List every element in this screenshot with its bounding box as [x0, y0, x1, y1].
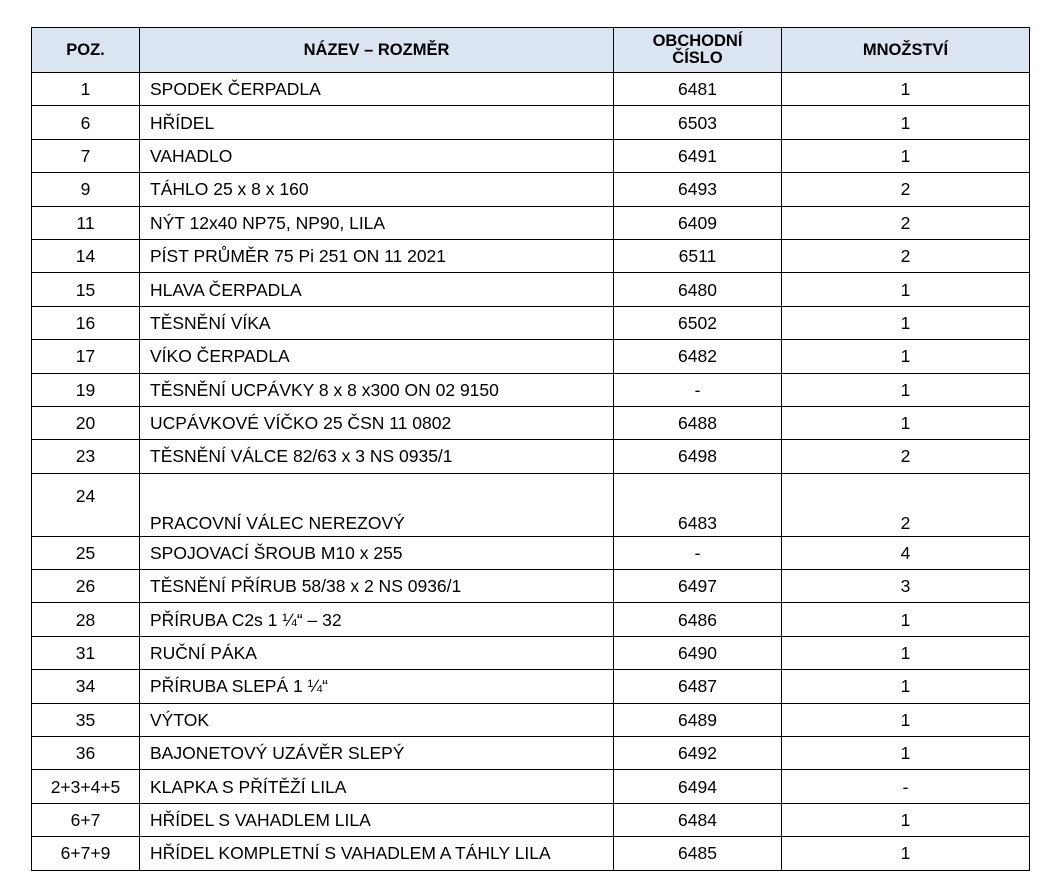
cell-name-size: VÝTOK [140, 703, 614, 736]
header-quantity: MNOŽSTVÍ [782, 28, 1030, 73]
cell-name-size: HŘÍDEL KOMPLETNÍ S VAHADLEM A TÁHLY LILA [140, 837, 614, 870]
cell-name-size: PRACOVNÍ VÁLEC NEREZOVÝ [140, 473, 614, 536]
table-row [32, 703, 1030, 736]
header-row [32, 28, 1030, 73]
cell-trade-number: 6493 [614, 173, 782, 206]
table-row [32, 603, 1030, 636]
cell-trade-number: 6503 [614, 106, 782, 139]
cell-trade-number: 6491 [614, 139, 782, 172]
cell-quantity: 2 [782, 239, 1030, 272]
cell-name-size: VAHADLO [140, 139, 614, 172]
cell-position: 7 [32, 139, 140, 172]
cell-trade-number: 6492 [614, 737, 782, 770]
cell-name-size: SPOJOVACÍ ŠROUB M10 x 255 [140, 536, 614, 569]
cell-quantity: 2 [782, 440, 1030, 473]
cell-trade-number: 6487 [614, 670, 782, 703]
cell-trade-number: 6486 [614, 603, 782, 636]
cell-trade-number: 6482 [614, 340, 782, 373]
cell-name-size: TĚSNĚNÍ UCPÁVKY 8 x 8 x300 ON 02 9150 [140, 373, 614, 406]
table-row [32, 173, 1030, 206]
table-row [32, 440, 1030, 473]
header-position: POZ. [32, 28, 140, 73]
table-header [32, 28, 1030, 73]
cell-position: 17 [32, 340, 140, 373]
cell-position: 6+7+9 [32, 837, 140, 870]
cell-trade-number: 6497 [614, 570, 782, 603]
cell-name-size: RUČNÍ PÁKA [140, 636, 614, 669]
table-row [32, 373, 1030, 406]
cell-quantity: 1 [782, 306, 1030, 339]
cell-trade-number: 6480 [614, 273, 782, 306]
table-row [32, 406, 1030, 439]
cell-position: 20 [32, 406, 140, 439]
cell-quantity: 1 [782, 803, 1030, 836]
cell-name-size: PŘÍRUBA C2s 1 ¼“ – 32 [140, 603, 614, 636]
cell-name-size: NÝT 12x40 NP75, NP90, LILA [140, 206, 614, 239]
cell-quantity: 3 [782, 570, 1030, 603]
cell-trade-number: 6489 [614, 703, 782, 736]
header-trade-number [614, 28, 782, 73]
cell-trade-number: 6481 [614, 73, 782, 106]
cell-position: 35 [32, 703, 140, 736]
cell-name-size: HŘÍDEL S VAHADLEM LILA [140, 803, 614, 836]
cell-position: 9 [32, 173, 140, 206]
cell-name-size: TĚSNĚNÍ VÁLCE 82/63 x 3 NS 0935/1 [140, 440, 614, 473]
cell-trade-number: 6483 [614, 473, 782, 536]
cell-quantity: 1 [782, 106, 1030, 139]
cell-trade-number: 6488 [614, 406, 782, 439]
table-row [32, 340, 1030, 373]
table-row [32, 473, 1030, 536]
cell-quantity: 2 [782, 173, 1030, 206]
table-body [32, 73, 1030, 871]
cell-quantity: 1 [782, 636, 1030, 669]
cell-name-size: HŘÍDEL [140, 106, 614, 139]
cell-quantity: 1 [782, 340, 1030, 373]
cell-quantity: 1 [782, 406, 1030, 439]
cell-position: 28 [32, 603, 140, 636]
table-row [32, 636, 1030, 669]
table-row [32, 837, 1030, 870]
cell-name-size: PÍST PRŮMĚR 75 Pi 251 ON 11 2021 [140, 239, 614, 272]
table-row [32, 239, 1030, 272]
table-row [32, 770, 1030, 803]
cell-position: 31 [32, 636, 140, 669]
cell-position: 23 [32, 440, 140, 473]
cell-position: 11 [32, 206, 140, 239]
table-row [32, 803, 1030, 836]
cell-quantity: 1 [782, 737, 1030, 770]
cell-trade-number: 6498 [614, 440, 782, 473]
table-row [32, 536, 1030, 569]
cell-trade-number: 6502 [614, 306, 782, 339]
cell-name-size: VÍKO ČERPADLA [140, 340, 614, 373]
table-row [32, 670, 1030, 703]
cell-position: 34 [32, 670, 140, 703]
header-trade-number-line2: ČÍSLO [672, 49, 723, 67]
table-row [32, 570, 1030, 603]
cell-position: 6 [32, 106, 140, 139]
table-row [32, 73, 1030, 106]
cell-name-size: TÁHLO 25 x 8 x 160 [140, 173, 614, 206]
cell-trade-number: 6485 [614, 837, 782, 870]
cell-position: 16 [32, 306, 140, 339]
cell-trade-number: 6484 [614, 803, 782, 836]
cell-position: 19 [32, 373, 140, 406]
cell-position: 15 [32, 273, 140, 306]
table-row [32, 273, 1030, 306]
table-row [32, 139, 1030, 172]
cell-quantity: 1 [782, 703, 1030, 736]
cell-name-size: KLAPKA S PŘÍTĚŽÍ LILA [140, 770, 614, 803]
cell-position: 24 [32, 473, 140, 536]
cell-name-size: TĚSNĚNÍ PŘÍRUB 58/38 x 2 NS 0936/1 [140, 570, 614, 603]
cell-position: 6+7 [32, 803, 140, 836]
cell-trade-number: 6494 [614, 770, 782, 803]
cell-quantity: 1 [782, 139, 1030, 172]
table-row [32, 106, 1030, 139]
cell-position: 26 [32, 570, 140, 603]
cell-quantity: 2 [782, 473, 1030, 536]
cell-position: 2+3+4+5 [32, 770, 140, 803]
header-name-size: NÁZEV – ROZMĚR [140, 28, 614, 73]
cell-name-size: PŘÍRUBA SLEPÁ 1 ¼“ [140, 670, 614, 703]
cell-name-size: HLAVA ČERPADLA [140, 273, 614, 306]
cell-quantity: 1 [782, 273, 1030, 306]
cell-quantity: 1 [782, 837, 1030, 870]
cell-name-size: UCPÁVKOVÉ VÍČKO 25 ČSN 11 0802 [140, 406, 614, 439]
table-row [32, 737, 1030, 770]
cell-position: 1 [32, 73, 140, 106]
cell-quantity: 1 [782, 373, 1030, 406]
cell-quantity: 1 [782, 670, 1030, 703]
cell-trade-number: 6490 [614, 636, 782, 669]
table-row [32, 306, 1030, 339]
cell-quantity: 2 [782, 206, 1030, 239]
cell-trade-number: 6511 [614, 239, 782, 272]
cell-position: 36 [32, 737, 140, 770]
cell-quantity: 1 [782, 73, 1030, 106]
cell-trade-number: 6409 [614, 206, 782, 239]
header-trade-number-line1: OBCHODNÍ [652, 32, 743, 50]
cell-name-size: TĚSNĚNÍ VÍKA [140, 306, 614, 339]
cell-quantity: 4 [782, 536, 1030, 569]
cell-name-size: BAJONETOVÝ UZÁVĚR SLEPÝ [140, 737, 614, 770]
cell-quantity: 1 [782, 603, 1030, 636]
cell-trade-number: - [614, 536, 782, 569]
cell-name-size: SPODEK ČERPADLA [140, 73, 614, 106]
cell-trade-number: - [614, 373, 782, 406]
parts-table [31, 27, 1030, 871]
cell-position: 14 [32, 239, 140, 272]
cell-quantity: - [782, 770, 1030, 803]
cell-position: 25 [32, 536, 140, 569]
table-row [32, 206, 1030, 239]
